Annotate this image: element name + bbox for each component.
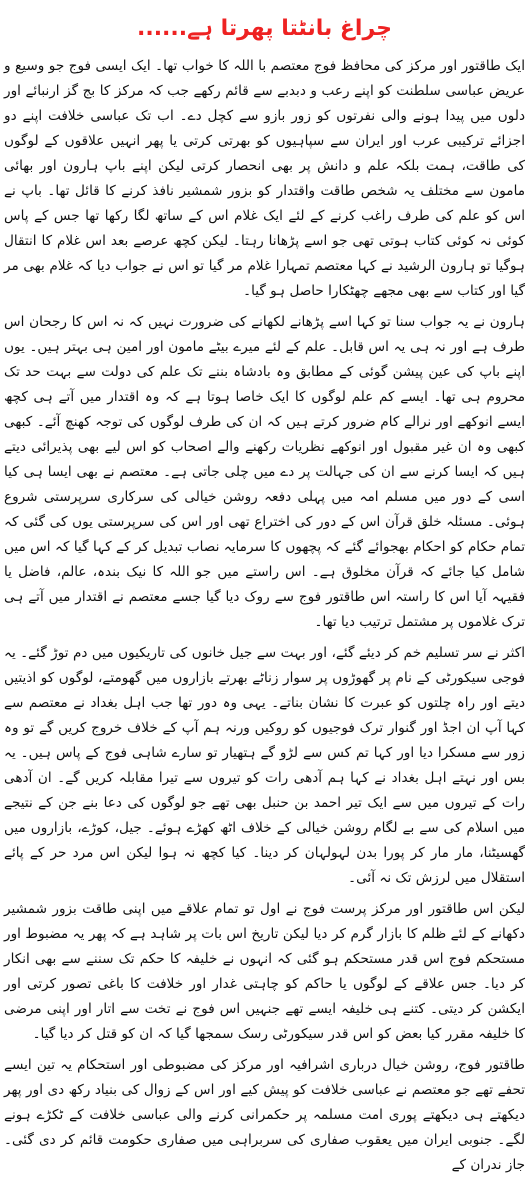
paragraph: ہارون نے یہ جواب سنا تو کہا اسے پڑھانے لکھانے کی ضرورت نہیں کہ نہ اس کا رجحان اس طرف ہے اور نہ ہی یہ اس قابل۔ علم کے لئے میرے بیٹے مامون اور امین ہی بہتر ہیں۔ یوں اپنے باپ کی عین پیشن گوئی کے مطابق وہ بادشاہ بننے تک علم کی دولت سے بہت حد تک محروم ہی تھا۔ ایسے کم علم لوگوں کا ایک خاصا ہوتا ہے کہ وہ اقتدار میں آتے ہی کچھ ایسے انوکھے اور نرالے کام ضرور کرتے ہیں کہ ان کی طرف لوگوں کی توجہ کھنچ آئے۔ کبھی کبھی وہ ان غیر مقبول اور انوکھے نظریات رکھنے والے اصحاب کو اس لیے بھی پذیرائی دیتے ہیں کہ ایسا کرنے سے ان کی جہالت پر دے میں چلی جاتی ہے۔ معتصم نے بھی ایسا ہی کیا اسی کے دور میں مسلم امہ میں پہلی دفعہ روشن خیالی کی سرکاری سرپرستی شروع ہوئی۔ مسئلہ خلق قرآن اس کے دور کی اختراع تھی اور اس کی سرپرستی یوں کی گئی کہ تمام حکام کو احکام بھجوائے گئے کہ پچھوں کا سرمایہ نصاب تبدیل کر کے کہا گیا کہ اس میں شامل کیا جائے کہ قرآن مخلوق ہے۔ اس راستے میں جو اللہ کا نیک بندہ، عالم، فاضل یا فقیہہ آیا اس کا راستہ اس طاقتور فوج سے روک دیا گیا جسے معتصم نے اقتدار میں آتے ہی ترک غلاموں پر مشتمل ترتیب دیا تھا۔ bbox=[4, 314, 525, 630]
article-title: چراغ بانٹتا پھرتا ہے...... bbox=[136, 16, 392, 41]
paragraph: اکثر نے سر تسلیم خم کر دیئے گئے، اور بہت سے جیل خانوں کی تاریکیوں میں دم توڑ گئے۔ یہ فوجی سیکورٹی کے نام پر گھوڑوں پر سوار زناٹے بھرتے بازاروں میں گھومتے، لوگوں کو اذیتیں دیتے اور راہ چلتوں کو عبرت کا نشان بناتے۔ یہی وہ دور تھا جب اہل بغداد نے معتصم سے کہا آپ ان اجڈ اور گنوار ترک فوجیوں کو روکیں ورنہ ہم آپ کے خلاف خروج کریں گے تو وہ زور سے مسکرا دیا اور کہا تم کس سے لڑو گے ہتھیار تو سارے شاہی فوج کے پاس ہیں۔ یہ بس اور نہتے اہل بغداد نے کہا ہم آدھی رات کو تیروں سے تیرا مقابلہ کریں گے۔ ان آدھی رات کے تیروں میں سے ایک تیر احمد بن حنبل بھی تھے جو لوگوں کی دعا بنے جن کے نتیجے میں اسلام کی سے بے لگام روشن خیالی کے خلاف اٹھ کھڑے ہوئے۔ جیل، کوڑے، بازاروں میں گھسیٹنا، مار مار کر پورا بدن لہولہان کر دینا۔ کیا کچھ نہ ہوا لیکن اس مرد حر کے پائے استقلال میں لرزش تک نہ آئی۔ bbox=[4, 645, 525, 886]
paragraph: لیکن اس طاقتور اور مرکز پرست فوج نے اول تو تمام علاقے میں اپنی طاقت بزور شمشیر دکھانے کے لئے ظلم کا بازار گرم کر دیا لیکن تاریخ اس بات پر شاہد ہے کہ پھر یہ مضبوط اور مستحکم فوج اس قدر مستحکم ہو گئی کہ انہوں نے خلیفہ کا حکم تک سننے سے بھی انکار کر دیا۔ جس علاقے کے لوگوں یا حاکم کو چاہتی غدار اور خلافت کا باغی تصور کرتی اور ایکشن کر دیتی۔ کتنے ہی خلیفہ ایسے تھے جنہیں اس فوج نے تخت سے اتار اور اپنی مرضی کا خلیفہ مقرر کیا بعض کو اس قدر سیکورٹی رسک سمجھا گیا کہ ان کو قتل کر دیا گیا۔ bbox=[4, 901, 525, 1042]
article-body bbox=[4, 54, 525, 1178]
paragraph: ایک طاقتور اور مرکز کی محافظ فوج معتصم با اللہ کا خواب تھا۔ ایک ایسی فوج جو وسیع و عریض عباسی سلطنت کو اپنے رعب و دبدبے سے قائم رکھے جب کہ مرکز کا بج گز ارنبائے اور دلوں میں پیدا ہونے والی نفرتوں کو زور بازو سے کچل دے۔ اب تک عباسی خلافت اپنے دو اجزائے ترکیبی عرب اور ایران سے سپاہیوں کو بھرتی کرتی یا پھر انہیں علاقوں کے لوگوں کی طاقت، ہمت بلکہ علم و دانش پر بھی انحصار کرتی لیکن اپنے باپ ہارون اور بھائی مامون سے مختلف یہ شخص طاقت واقتدار کو بزور شمشیر نافذ کرنے کا قائل تھا۔ باپ نے اس کو علم کی طرف راغب کرنے کے لئے ایک غلام اس کے ساتھ لگا رکھا تھا جس کے پاس کوئی نہ کوئی کتاب ہوتی تھی جو اسے پڑھانا رہتا۔ لیکن کچھ عرصے بعد اس غلام کا انتقال ہوگیا تو ہارون الرشید نے کہا معتصم تمہارا غلام مر گیا تو اس نے جواب دیا کہ غلام بھی مر گیا اور کتاب سے بھی مجھے چھٹکارا حاصل ہو گیا۔ bbox=[4, 58, 525, 299]
paragraph: طاقتور فوج، روشن خیال درباری اشرافیہ اور مرکز کی مضبوطی اور استحکام یہ تین ایسے تحفے تھے جو معتصم نے عباسی خلافت کو پیش کیے اور اس کے زوال کی بنیاد رکھ دی اور پھر دیکھتے ہی دیکھتے پوری امت مسلمہ پر حکمرانی کرنے والی عباسی خلافت کے ٹکڑے ہونے لگے۔ جنوبی ایران میں یعقوب صفاری کی سربراہی میں صفاری حکومت قائم کر دی گئی۔ جاز ندران کے bbox=[4, 1057, 525, 1173]
